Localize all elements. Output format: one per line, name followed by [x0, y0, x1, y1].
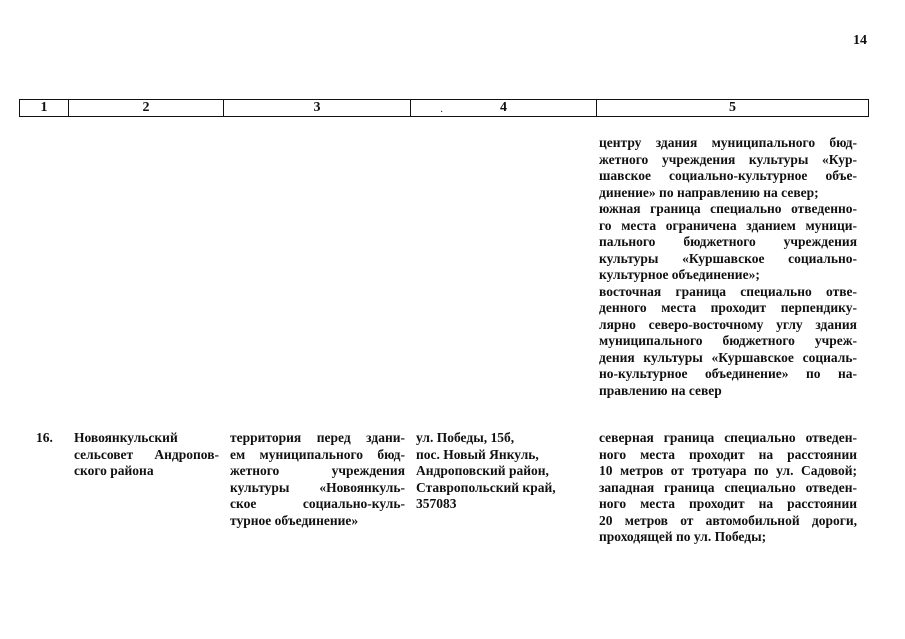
- name-line: сельсовет Андропов-: [74, 446, 219, 462]
- description-line: правлению на север: [599, 382, 722, 398]
- description-line: муниципального бюджетного учреж-: [599, 333, 857, 348]
- address-line: Андроповский район,: [416, 463, 549, 478]
- territory-line: территория перед здани-: [230, 430, 405, 445]
- description-line: западная граница специально отведен-: [599, 479, 857, 495]
- description-line: ного места проходит на расстоянии: [599, 446, 857, 462]
- description-line: ного места проходит на расстоянии: [599, 496, 857, 511]
- column-4-number: 4: [411, 100, 597, 117]
- continued-description: [599, 135, 857, 399]
- description-line: 20 метров от автомобильной дороги,: [599, 512, 857, 528]
- scan-dot-marker: ·: [440, 107, 444, 118]
- address-line: 357083: [416, 496, 457, 511]
- description-line: южная граница специально отведенно-: [599, 201, 857, 216]
- description-line: проходящей по ул. Победы;: [599, 529, 767, 544]
- row-16-boundary-description: [599, 430, 857, 546]
- territory-line: культуры «Новоянкуль-: [230, 479, 405, 495]
- description-line: 10 метров от тротуара по ул. Садовой;: [599, 463, 857, 478]
- description-line: культуры «Куршавское социально-: [599, 250, 857, 266]
- name-line: Новоянкульский: [74, 430, 178, 445]
- description-line: лярно северо-восточному углу здания: [599, 316, 857, 332]
- address-line: Ставропольский край,: [416, 479, 556, 495]
- territory-line: ем муниципального бюд-: [230, 446, 405, 462]
- description-line: пального бюджетного учреждения: [599, 234, 857, 249]
- column-5-number: 5: [597, 100, 869, 117]
- description-line: восточная граница специально отве-: [599, 283, 857, 299]
- description-line: но-культурное объединение» по на-: [599, 366, 857, 381]
- row-16-address: [416, 430, 586, 513]
- description-line: северная граница специально отведен-: [599, 430, 857, 445]
- territory-line: ское социально-куль-: [230, 496, 405, 511]
- description-line: жетного учреждения культуры «Кур-: [599, 151, 857, 167]
- description-line: центру здания муниципального бюд-: [599, 135, 857, 150]
- column-number-header: [19, 99, 869, 117]
- description-line: дения культуры «Куршавское социаль-: [599, 349, 857, 365]
- description-line: денного места проходит перпендику-: [599, 300, 857, 315]
- page-number: 14: [853, 33, 867, 48]
- description-line: культурное объединение»;: [599, 267, 760, 282]
- address-line: пос. Новый Янкуль,: [416, 446, 539, 462]
- description-line: динение» по направлению на север;: [599, 184, 819, 200]
- address-line: ул. Победы, 15б,: [416, 430, 515, 445]
- column-2-number: 2: [69, 100, 224, 117]
- description-line: го места ограничена зданием муници-: [599, 217, 857, 233]
- territory-line: жетного учреждения: [230, 463, 405, 478]
- column-1-number: 1: [20, 100, 69, 117]
- row-16-territory: [230, 430, 405, 529]
- row-16-number: 16.: [36, 430, 53, 445]
- name-line: ского района: [74, 463, 154, 478]
- territory-line: турное объединение»: [230, 512, 359, 528]
- description-line: шавское социально-культурное объе-: [599, 168, 857, 183]
- row-16-municipality-name: [74, 430, 219, 480]
- column-3-number: 3: [224, 100, 411, 117]
